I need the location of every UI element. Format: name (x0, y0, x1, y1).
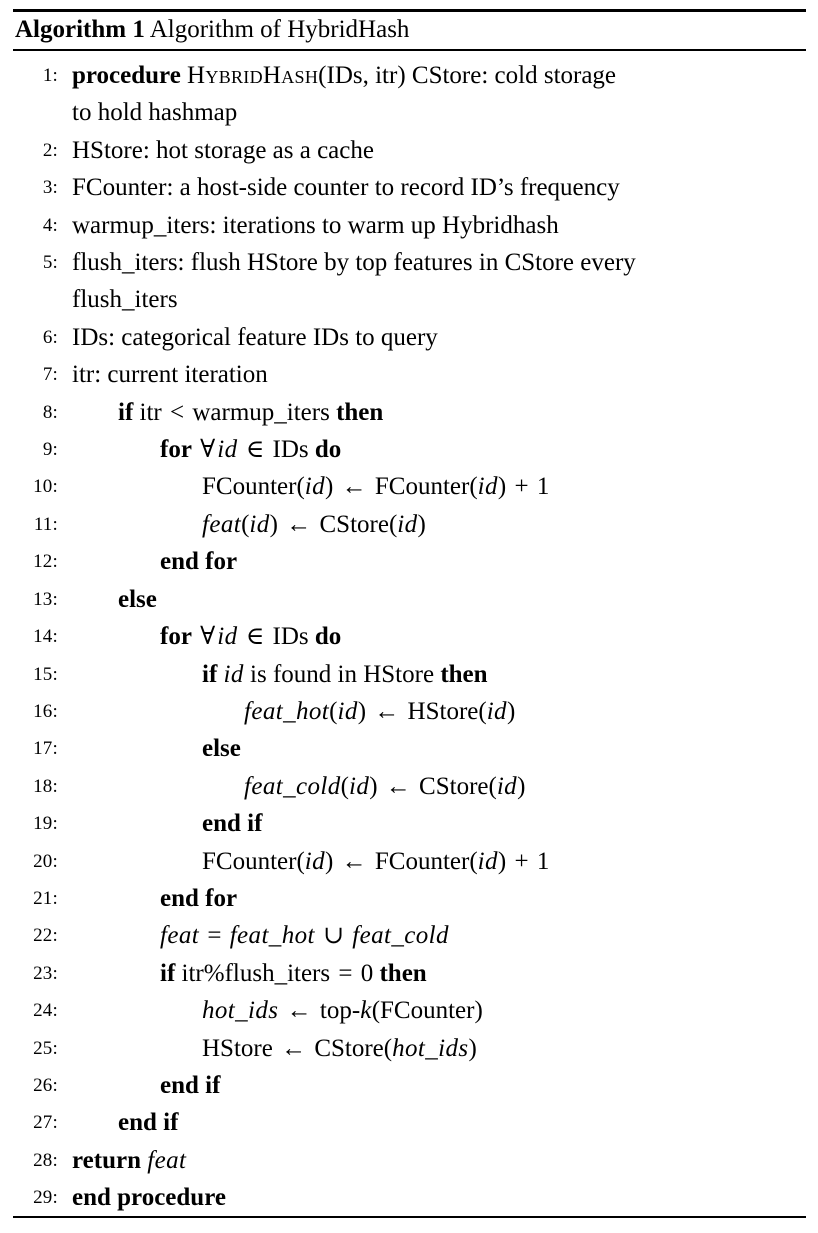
var-id: id (223, 660, 244, 688)
cond-var-itr: itr (139, 398, 162, 426)
line-content (72, 618, 810, 655)
algorithm-line (0, 581, 818, 618)
less-than-operator: < (170, 398, 185, 426)
line-content (72, 917, 810, 954)
line-number: 2: (42, 139, 58, 161)
line-content: itr: current iteration (72, 361, 268, 389)
var-id: id (217, 623, 238, 651)
line5-text: flush_iters: flush HStore by top features in CStore every (72, 249, 636, 277)
bottom-rule (13, 1216, 806, 1218)
algorithm-line (0, 1179, 818, 1216)
algorithm-line (0, 169, 818, 206)
var-id: id (249, 510, 270, 538)
literal-one: 1 (536, 847, 550, 875)
assign-arrow: ← (385, 772, 411, 800)
var-feat: feat (202, 510, 242, 538)
header-rule (13, 49, 806, 51)
algorithm-line (0, 394, 818, 431)
line-number: 26: (33, 1074, 58, 1096)
line-number: 12: (33, 551, 58, 573)
literal-zero: 0 (360, 959, 374, 987)
line-number: 9: (42, 439, 58, 461)
line-number: 7: (42, 364, 58, 386)
keyword-end-procedure: end procedure (72, 1184, 226, 1212)
line-content (72, 656, 810, 693)
line1-continuation: to hold hashmap (72, 99, 238, 127)
line-content (72, 543, 810, 580)
element-of-symbol: ∈ (245, 436, 265, 464)
topk-prefix: top- (319, 997, 361, 1025)
var-feat: feat (147, 1146, 187, 1174)
keyword-return: return (72, 1146, 141, 1174)
line-number: 25: (33, 1037, 58, 1059)
algorithm-title: Algorithm of HybridHash (149, 16, 410, 43)
line-content: HStore: hot storage as a cache (72, 136, 374, 164)
line-number: 4: (42, 214, 58, 236)
var-feat-cold: feat_cold (352, 922, 449, 950)
keyword-then: then (440, 660, 488, 688)
var-feat-cold: feat_cold (244, 772, 341, 800)
line-number: 15: (33, 663, 58, 685)
var-id: id (348, 772, 370, 800)
line-number: 18: (33, 775, 58, 797)
element-of-symbol: ∈ (245, 623, 265, 651)
line1-rest: CStore: cold storage (411, 62, 617, 89)
var-id: id (477, 473, 498, 501)
keyword-end-if: end if (118, 1109, 179, 1137)
line-content (72, 955, 810, 992)
line-content: FCounter(id) ← FCounter(id) + 1 (202, 473, 550, 501)
keyword-else: else (202, 735, 241, 763)
var-id: id (496, 772, 518, 800)
equals-operator: = (338, 959, 353, 987)
line-content (72, 880, 810, 917)
algorithm-line (0, 207, 818, 244)
keyword-else: else (118, 585, 157, 613)
line-content (72, 730, 810, 767)
cstore-name: CStore (419, 772, 489, 800)
line-number: 21: (33, 887, 58, 909)
line-content: FCounter: a host-side counter to record ID’s frequency (72, 174, 620, 202)
fcounter-name: FCounter (202, 473, 297, 501)
line-content (72, 394, 810, 431)
modulo-expression: itr%flush_iters (181, 959, 331, 987)
line-number: 10: (33, 476, 58, 498)
assign-arrow: ← (281, 1034, 307, 1062)
keyword-then: then (379, 959, 427, 987)
line-number: 23: (33, 962, 58, 984)
algorithm-line (0, 730, 818, 767)
cond-phrase: is found in HStore (250, 660, 435, 688)
cond-var-warmup: warmup_iters (192, 398, 330, 426)
algorithm-line (0, 319, 818, 356)
keyword-end-for: end for (160, 548, 238, 576)
forall-symbol: ∀ (200, 436, 216, 464)
algorithm-line (0, 1067, 818, 1104)
set-ids: IDs (272, 623, 309, 651)
keyword-for: for (160, 623, 192, 651)
hstore-name: HStore (202, 1034, 273, 1062)
line-content: feat_cold(id) ← CStore(id) (244, 772, 526, 800)
line-content (72, 1067, 810, 1104)
procedure-args: (IDs, itr) (318, 62, 406, 89)
var-id: id (397, 510, 418, 538)
fcounter-name: FCounter (374, 473, 470, 501)
assign-arrow: ← (341, 847, 367, 875)
keyword-do: do (314, 436, 342, 464)
plus-operator: + (514, 847, 529, 875)
line-number: 29: (33, 1187, 58, 1209)
keyword-end-if: end if (160, 1071, 221, 1099)
algorithm-body (0, 57, 818, 1217)
line-number: 20: (33, 850, 58, 872)
equals-operator: = (207, 922, 222, 950)
algorithm-line (0, 1104, 818, 1141)
fcounter-name: FCounter (374, 847, 470, 875)
algorithm-line (0, 506, 818, 543)
line-content: HStore ← CStore(hot_ids) (202, 1034, 477, 1062)
line-content (72, 1179, 810, 1216)
algorithm-line (0, 431, 818, 468)
assign-arrow: ← (286, 997, 312, 1025)
line-content (72, 1142, 810, 1179)
algorithm-line (0, 132, 818, 169)
algorithm-line (0, 768, 818, 805)
keyword-procedure: procedure (72, 62, 181, 89)
algorithm-line (0, 356, 818, 393)
topk-argument: (FCounter) (371, 997, 483, 1025)
line-content: feat_hot(id) ← HStore(id) (244, 697, 516, 725)
var-id: id (477, 847, 498, 875)
line-number: 1: (42, 65, 58, 86)
assign-arrow: ← (374, 697, 400, 725)
line-number: 17: (33, 738, 58, 760)
keyword-if: if (202, 660, 218, 688)
line-content: feat(id) ← CStore(id) (202, 510, 426, 538)
algorithm-caption (15, 13, 409, 46)
algorithm-line (0, 992, 818, 1029)
var-hot-ids: hot_ids (202, 997, 279, 1025)
forall-symbol: ∀ (200, 623, 216, 651)
line-number: 3: (42, 177, 58, 199)
line-number: 28: (33, 1149, 58, 1171)
procedure-name: HybridHash (187, 62, 319, 89)
line-number: 6: (42, 326, 58, 348)
line-content (72, 431, 810, 468)
algorithm-line (0, 543, 818, 580)
assign-arrow: ← (286, 510, 312, 538)
line-number: 14: (33, 626, 58, 648)
algorithm-number: Algorithm 1 (15, 16, 145, 43)
line-content (72, 1104, 810, 1141)
line-content (72, 805, 810, 842)
algorithm-line (0, 693, 818, 730)
assign-arrow: ← (341, 473, 367, 501)
line-number: 11: (33, 513, 58, 535)
algorithm-line (0, 1030, 818, 1067)
cstore-name: CStore (314, 1034, 384, 1062)
line5-continuation: flush_iters (72, 286, 178, 314)
algorithm-line (0, 57, 818, 132)
var-id: id (217, 436, 238, 464)
var-id: id (304, 473, 326, 501)
algorithm-line (0, 656, 818, 693)
fcounter-name: FCounter (202, 847, 297, 875)
line-content (72, 992, 810, 1029)
keyword-if: if (118, 398, 134, 426)
algorithm-line (0, 805, 818, 842)
line-content (72, 244, 802, 319)
literal-one: 1 (536, 473, 550, 501)
keyword-end-for: end for (160, 884, 238, 912)
top-rule (13, 9, 806, 12)
var-k: k (360, 997, 372, 1025)
algorithm-line (0, 244, 818, 319)
line-number: 27: (33, 1112, 58, 1134)
line-content (72, 57, 810, 132)
keyword-end-if: end if (202, 810, 263, 838)
var-feat-hot: feat_hot (229, 922, 315, 950)
hstore-name: HStore (407, 697, 479, 725)
algorithm-line (0, 917, 818, 954)
keyword-for: for (160, 436, 192, 464)
keyword-do: do (314, 623, 342, 651)
plus-operator: + (514, 473, 529, 501)
var-feat-hot: feat_hot (244, 697, 330, 725)
line-number: 5: (42, 252, 58, 274)
line-number: 8: (42, 401, 58, 423)
var-feat: feat (160, 922, 200, 950)
line-number: 19: (33, 813, 58, 835)
line-number: 24: (33, 1000, 58, 1022)
keyword-then: then (336, 398, 384, 426)
union-symbol: ∪ (323, 922, 345, 950)
line-content: FCounter(id) ← FCounter(id) + 1 (202, 847, 550, 875)
algorithm-line (0, 618, 818, 655)
line-number: 22: (33, 925, 58, 947)
keyword-if: if (160, 959, 176, 987)
line-content: IDs: categorical feature IDs to query (72, 323, 438, 351)
var-id: id (304, 847, 326, 875)
algorithm-line (0, 843, 818, 880)
line-content: warmup_iters: iterations to warm up Hybridhash (72, 211, 559, 239)
var-hot-ids: hot_ids (392, 1034, 469, 1062)
algorithm-line (0, 1142, 818, 1179)
line-number: 13: (33, 588, 58, 610)
line-content (72, 581, 810, 618)
var-id: id (337, 697, 358, 725)
algorithm-line (0, 880, 818, 917)
var-id: id (486, 697, 507, 725)
algorithm-line (0, 955, 818, 992)
line-number: 16: (33, 700, 58, 722)
cstore-name: CStore (319, 510, 389, 538)
algorithm-line (0, 468, 818, 505)
set-ids: IDs (272, 436, 309, 464)
